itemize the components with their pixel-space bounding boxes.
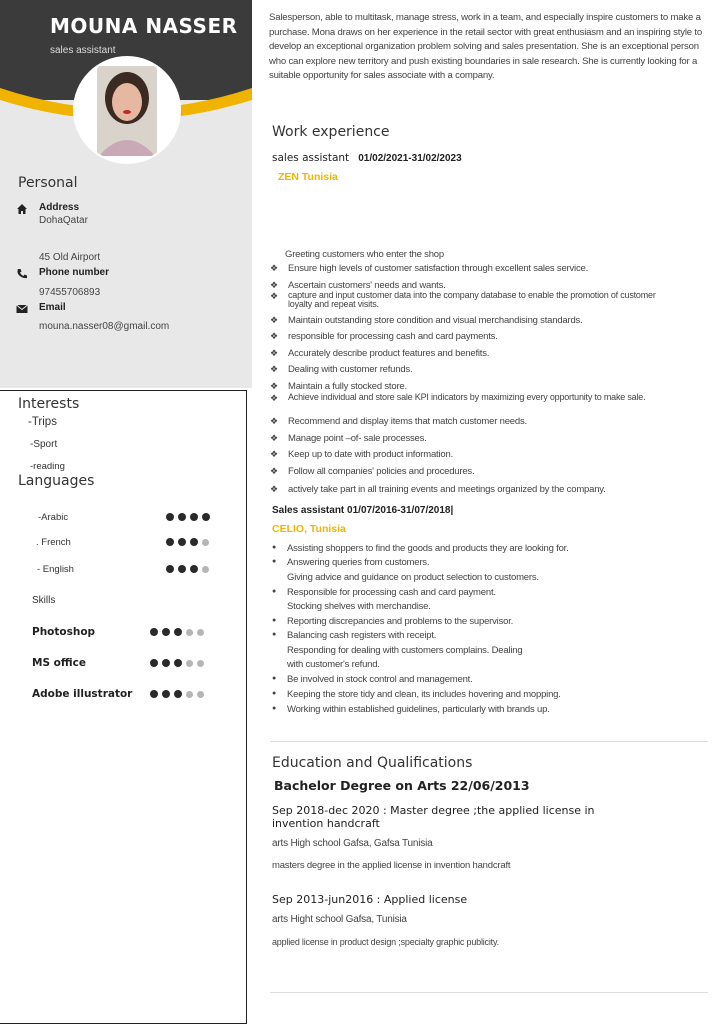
language-level-french (166, 538, 209, 546)
bullet-icon: ● (272, 690, 277, 697)
language-name: -Arabic (38, 512, 69, 523)
job1-company: ZEN Tunisia (278, 171, 338, 183)
level-dot (162, 628, 170, 636)
diamond-bullet-icon: ❖ (270, 263, 279, 273)
job2-duty: Assisting shoppers to find the goods and products they are looking for. (287, 543, 569, 554)
work-experience-title: Work experience (272, 124, 390, 140)
profile-summary: Salesperson, able to multitask, manage stress, work in a team, and especially inspire customers to make a purchase. Mona draws on her experience in the retail sector with great enthusiasm and an inspiring style to develop an exceptional organization problem solving and sales presentation. She is an exceptional person who can explore new territory and push existing boundaries in sale research. She is currently looking for a suitable opportunity for sales associate with a company. (269, 12, 702, 81)
language-name: . French (36, 537, 71, 548)
bullet-icon: ● (272, 544, 277, 551)
job1-duty: actively take part in all training events and meetings organized by the company. (288, 484, 606, 495)
address-value: DohaQatar (39, 215, 88, 226)
level-dot-empty (186, 691, 193, 698)
diamond-bullet-icon: ❖ (270, 484, 279, 494)
skills-title: Skills (32, 595, 56, 606)
phone-label: Phone number (39, 267, 110, 278)
job2-duty: Working within established guidelines, particularly with brands up. (287, 704, 550, 715)
job1-duty: Accurately describe product features and benefits. (288, 348, 490, 359)
job1-duty: Recommend and display items that match customer needs. (288, 416, 527, 427)
candidate-role: sales assistant (50, 45, 116, 56)
job2-duty: Giving advice and guidance on product selection to customers. (287, 572, 539, 583)
phone-value: 97455706893 (39, 287, 101, 298)
job2-duty: Stocking shelves with merchandise. (287, 601, 431, 612)
education-entry1-desc: masters degree in the applied license in invention handcraft (272, 860, 511, 871)
level-dot-empty (202, 566, 209, 573)
level-dot (178, 513, 186, 521)
skill-level-photoshop (150, 628, 204, 636)
job1-duty: Maintain a fully stocked store. (288, 381, 407, 392)
level-dot (166, 565, 174, 573)
job1-duty: Achieve individual and store sale KPI indicators by maximizing every opportunity to make sale. (288, 392, 646, 402)
education-entry2-desc: applied license in product design ;specialty graphic publicity. (272, 937, 499, 947)
level-dot-empty (202, 539, 209, 546)
education-entry2-title: Sep 2013-jun2016 : Applied license (272, 893, 468, 906)
level-dot (162, 659, 170, 667)
language-level-arabic (166, 513, 210, 521)
home-icon (16, 203, 28, 215)
job1-role: sales assistant (272, 152, 350, 164)
job1-duty: Manage point –of- sale processes. (288, 433, 427, 444)
education-degree: Bachelor Degree on Arts 22/06/2013 (274, 778, 530, 793)
skill-level-ms-office (150, 659, 204, 667)
diamond-bullet-icon: ❖ (270, 348, 279, 358)
level-dot (174, 659, 182, 667)
job2-duty: Keeping the store tidy and clean, its includes hovering and mopping. (287, 689, 561, 700)
education-entry1-title: Sep 2018-dec 2020 : Master degree ;the applied license in invention handcraft (272, 804, 595, 830)
level-dot-empty (197, 660, 204, 667)
education-title: Education and Qualifications (272, 755, 473, 771)
job2-duty: Responding for dealing with customers complains. Dealing (287, 645, 523, 656)
interest-item: -Trips (28, 416, 57, 428)
job1-duty: Dealing with customer refunds. (288, 364, 413, 375)
level-dot (190, 565, 198, 573)
diamond-bullet-icon: ❖ (270, 393, 279, 403)
level-dot (174, 690, 182, 698)
address-line2: 45 Old Airport (39, 252, 101, 263)
level-dot-empty (186, 660, 193, 667)
level-dot (150, 659, 158, 667)
languages-title: Languages (18, 473, 95, 489)
phone-icon (16, 268, 28, 280)
job1-duty: Keep up to date with product information. (288, 449, 454, 460)
job2-company: CELIO, Tunisia (272, 523, 346, 535)
level-dot (162, 690, 170, 698)
level-dot (150, 690, 158, 698)
level-dot (166, 538, 174, 546)
job2-duty: Be involved in stock control and management. (287, 674, 473, 685)
profile-photo (75, 58, 179, 162)
skill-level-illustrator (150, 690, 204, 698)
bullet-icon: ● (272, 631, 277, 638)
level-dot-empty (197, 691, 204, 698)
education-entry1-school: arts High school Gafsa, Gafsa Tunisia (272, 838, 433, 849)
diamond-bullet-icon: ❖ (270, 433, 279, 443)
diamond-bullet-icon: ❖ (270, 280, 279, 290)
address-label: Address (39, 202, 80, 213)
skill-name: MS office (32, 657, 86, 669)
job1-title (272, 152, 462, 164)
level-dot (190, 513, 198, 521)
job1-duty: Maintain outstanding store condition and visual merchandising standards. (288, 315, 583, 326)
level-dot (166, 513, 174, 521)
level-dot (178, 565, 186, 573)
language-name: - English (37, 564, 74, 575)
sidebar (0, 0, 252, 1024)
level-dot (174, 628, 182, 636)
bullet-icon: ● (272, 558, 277, 565)
job1-duty: Ensure high levels of customer satisfaction through excellent sales service. (288, 263, 589, 274)
bullet-icon: ● (272, 588, 277, 595)
bullet-icon: ● (272, 617, 277, 624)
interests-title: Interests (18, 396, 80, 412)
candidate-name: MOUNA NASSER (50, 14, 238, 38)
level-dot (190, 538, 198, 546)
job2-title: Sales assistant 01/07/2016-31/07/2018| (272, 505, 454, 516)
job1-duty: Follow all companies' policies and procedures. (288, 466, 475, 477)
bullet-icon: ● (272, 705, 277, 712)
diamond-bullet-icon: ❖ (270, 416, 279, 426)
level-dot-empty (186, 629, 193, 636)
job2-duty: with customer's refund. (287, 659, 380, 670)
job2-duty: Responsible for processing cash and card payment. (287, 587, 496, 598)
diamond-bullet-icon: ❖ (270, 381, 279, 391)
diamond-bullet-icon: ❖ (270, 331, 279, 341)
personal-title: Personal (18, 175, 78, 191)
job1-dates: 01/02/2021-31/02/2023 (358, 153, 462, 164)
job2-duty: Answering queries from customers. (287, 557, 430, 568)
diamond-bullet-icon: ❖ (270, 364, 279, 374)
email-label: Email (39, 302, 66, 313)
level-dot (178, 538, 186, 546)
diamond-bullet-icon: ❖ (270, 449, 279, 459)
diamond-bullet-icon: ❖ (270, 315, 279, 325)
skill-name: Adobe illustrator (32, 688, 133, 700)
interest-item: -Sport (30, 439, 58, 450)
divider (270, 741, 708, 742)
email-icon (16, 303, 28, 315)
divider (270, 992, 708, 993)
job1-duty: capture and input customer data into the company database to enable the promotion of customer loyalty and repeat visits. (288, 290, 656, 309)
job2-duty: Reporting discrepancies and problems to the supervisor. (287, 616, 514, 627)
education-entry2-school: arts Hight school Gafsa, Tunisia (272, 914, 407, 925)
diamond-bullet-icon: ❖ (270, 466, 279, 476)
job1-duty: responsible for processing cash and card payments. (288, 331, 498, 342)
email-value[interactable]: mouna.nasser08@gmail.com (39, 321, 170, 332)
level-dot-empty (197, 629, 204, 636)
level-dot (202, 513, 210, 521)
job1-duty: Ascertain customers' needs and wants. (288, 280, 446, 291)
bullet-icon: ● (272, 675, 277, 682)
language-level-english (166, 565, 209, 573)
interest-item: -reading (30, 461, 65, 472)
job1-intro: Greeting customers who enter the shop (285, 249, 444, 260)
job2-duty: Balancing cash registers with receipt. (287, 630, 437, 641)
skill-name: Photoshop (32, 626, 96, 638)
diamond-bullet-icon: ❖ (270, 291, 279, 301)
level-dot (150, 628, 158, 636)
